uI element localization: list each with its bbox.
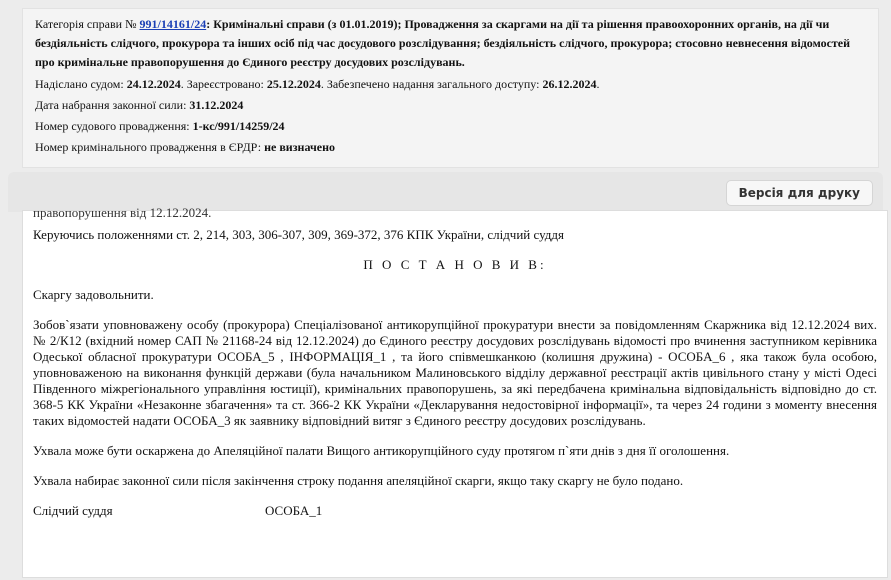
case-metadata-panel — [22, 8, 879, 168]
dates-row: Надіслано судом: 24.12.2024. Зареєстровано: 25.12.2024. Забезпечено надання загального доступу: 26.12.2024. — [35, 77, 600, 91]
force-label: Дата набрання законної сили: — [35, 98, 187, 112]
category-label: Категорія справи № — [35, 17, 137, 31]
edr-label: Номер кримінального провадження в ЄРДР: — [35, 140, 262, 154]
cut-off-line: правопорушення від 12.12.2024. — [33, 205, 212, 220]
signature-name: ОСОБА_1 — [265, 503, 323, 518]
edr-row — [35, 137, 866, 158]
print-version-button[interactable]: Версія для друку — [726, 180, 873, 206]
signature-block — [33, 503, 877, 519]
paragraph-appeal: Ухвала може бути оскаржена до Апеляційної палати Вищого антикорупційного суду протягом п`яти днів з дня її оголошення. — [33, 443, 730, 458]
access-label: Забезпечено надання загального доступу: — [326, 77, 540, 91]
access-value: 26.12.2024 — [542, 77, 597, 91]
case-category — [35, 15, 866, 72]
ruling-heading: П О С Т А Н О В И В: — [363, 257, 547, 272]
paragraph-obligation: Зобов`язати уповноважену особу (прокурора) Спеціалізованої антикорупційної прокуратури внести за повідомленням Скаржника від 12.12.2024 вих. № 2/К12 (вхідний номер САП № 21168-24 від 12.12.2024) до Єдиного реєстру досудових розслідувань відомості про вчинення заступником керівника Одеської обласної прокуратури ОСОБА_5 , ІНФОРМАЦІЯ_1 , та його співмешканкою (колишня дружина) - ОСОБА_6 , яка також була особою, уповноваженою на виконання функцій держави (була начальником Малиновського відділу державної реєстрації актів цивільного стану у місті Одесі Південного міжрегіонального управління юстиції), кримінальних правопорушень, за які передбачена кримінальна відповідальність відповідно до ст. 368-5 КК України «Незаконне збагачення» та ст. 366-2 КК України «Декларування недостовірної інформації», та через 24 години з моменту внесення таких відомостей надати ОСОБА_3 як заявнику відповідний витяг з Єдиного реєстру досудових розслідувань. — [33, 317, 877, 428]
registered-value: 25.12.2024 — [266, 77, 321, 91]
paragraph-force: Ухвала набирає законної сили після закінчення строку подання апеляційної скарги, якщо таку скаргу не було подано. — [33, 473, 684, 488]
paragraph-legal-basis: Керуючись положеннями ст. 2, 214, 303, 306-307, 309, 369-372, 376 КПК України, слідчий суддя — [33, 227, 565, 242]
proc-value: 1-кс/991/14259/24 — [192, 119, 285, 133]
document-text-area[interactable] — [22, 205, 888, 578]
proc-label: Номер судового провадження: — [35, 119, 190, 133]
paragraph-satisfy: Скаргу задовольнити. — [33, 287, 154, 302]
signature-role: Слідчий суддя — [33, 503, 113, 518]
force-date-row — [35, 95, 866, 116]
sent-value: 24.12.2024 — [126, 77, 181, 91]
court-proc-row — [35, 116, 866, 137]
category-text: : Кримінальні справи (з 01.01.2019); Провадження за скаргами на дії та рішення правоохоронних органів, на дії чи бездіяльність слідчого, прокурора та інших осіб під час досудового розслідування; бездіяльність слідчого, прокурора; стосовно невнесення відомостей про кримінальне правопорушення до Єдиного реєстру досудових розслідувань. — [35, 17, 851, 69]
force-value: 31.12.2024 — [189, 98, 244, 112]
registered-label: Зареєстровано: — [186, 77, 264, 91]
case-number-link[interactable]: 991/14161/24 — [139, 17, 207, 31]
sent-label: Надіслано судом: — [35, 77, 124, 91]
edr-value: не визначено — [264, 140, 335, 154]
